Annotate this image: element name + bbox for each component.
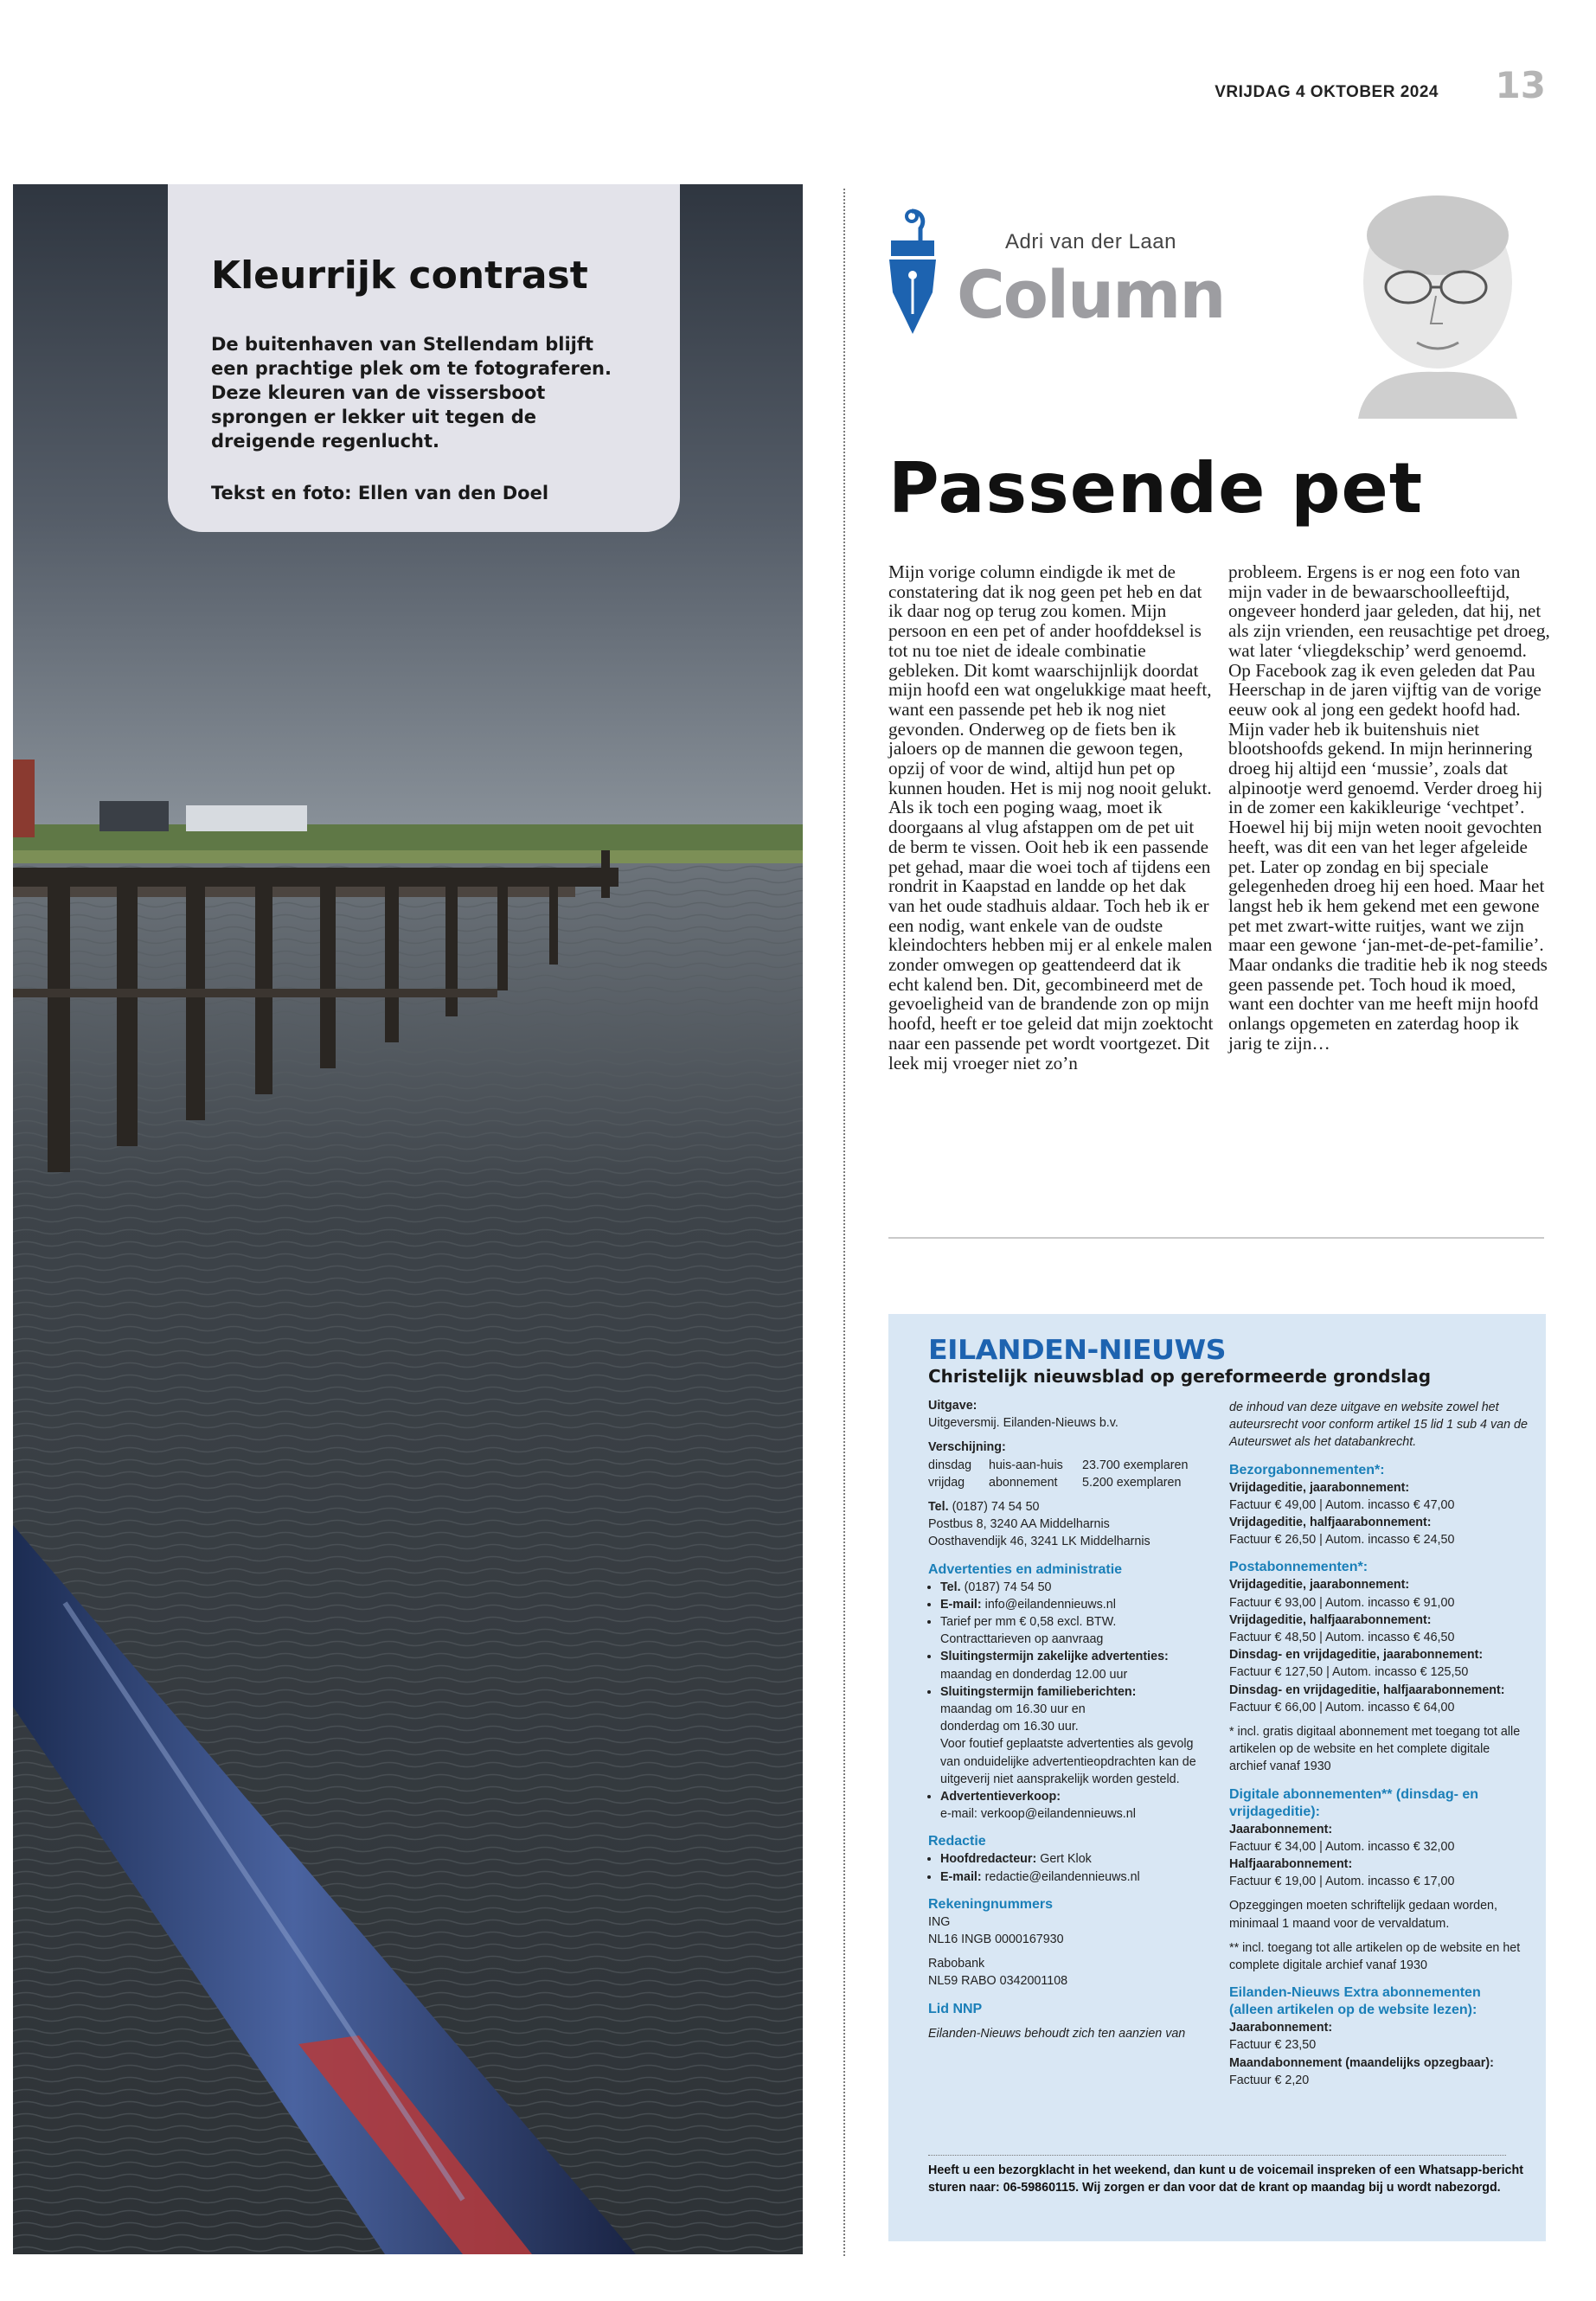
- uitgave-value: Uitgeversmij. Eilanden-Nieuws b.v.: [928, 1416, 1118, 1431]
- dg-j: Factuur € 34,00 | Autom. incasso € 32,00: [1229, 1839, 1455, 1854]
- bz-vj: Factuur € 49,00 | Autom. incasso € 47,00: [1229, 1497, 1455, 1512]
- bank-ing: ING: [928, 1914, 951, 1929]
- red-email-label: E-mail:: [940, 1869, 982, 1884]
- uitgave-label: Uitgave:: [928, 1399, 977, 1413]
- verschijning-label: Verschijning:: [928, 1440, 1006, 1455]
- pt-dvj: Factuur € 127,50 | Autom. incasso € 125,50: [1229, 1665, 1469, 1680]
- post-heading: Postabonnementen*:: [1229, 1560, 1368, 1575]
- ex-j-label: Jaarabonnement:: [1229, 2021, 1333, 2035]
- crane: [13, 760, 35, 837]
- verkoop-label: Advertentieverkoop:: [940, 1790, 1061, 1804]
- ex-j: Factuur € 23,50: [1229, 2038, 1317, 2053]
- adv-list: [928, 1579, 1214, 1823]
- verschijning-type: abonnement: [989, 1475, 1058, 1490]
- sluit-zakelijk: maandag en donderdag 12.00 uur: [940, 1667, 1128, 1682]
- sluit-familie-1: maandag om 16.30 uur en: [940, 1702, 1086, 1717]
- opzeg: Opzeggingen moeten schriftelijk gedaan worden, minimaal 1 maand voor de vervaldatum.: [1229, 1899, 1497, 1931]
- dg-j-label: Jaarabonnement:: [1229, 1822, 1333, 1836]
- column-body-left: Mijn vorige column eindigde ik met de constatering dat ik nog geen pet heb en dat ik daar nog op terug zou komen. Mijn persoon en een pet of ander hoofddeksel is tot nu toe niet de ideale combinatie gebleken. Dit komt waarschijnlijk doordat mijn hoofd een wat ongelukkige maat heeft, want een passende pet heb ik nog niet gevonden. Onderweg op de fiets ben ik jaloers op de mannen die gewoon tegen, opzij of voor de wind, altijd hun pet op kunnen houden. Het is mij nog nooit gelukt. Als ik toch een poging waag, moet ik doorgaans al vlug afstappen om de pet uit de berm te vissen. Ooit heb ik een passende pet gehad, maar die woei toch af tijdens een rondrit in Kaapstad en landde op het dak van het oude stadhuis aldaar. Toch heb ik er een nodig, want enkele van de oudste kleindochters hebben mij er al enkele malen zonder omwegen op geattendeerd dat ik echt kalend ben. Dit, gecombineerd met de gevoeligheid van de brandende zon op mijn hoofd, heeft er toe geleid dat mijn zoektocht naar een passende pet wordt voortgezet. Dit leek mij vroeger niet zo’n: [888, 561, 1214, 1074]
- nnp-heading: Lid NNP: [928, 2001, 983, 2016]
- eilanden-nieuws-logo: [928, 1336, 1226, 1361]
- bz-vj-label: Vrijdageditie, jaarabonnement:: [1229, 1480, 1410, 1495]
- pt-dvj-label: Dinsdag- en vrijdageditie, jaarabonnement:: [1229, 1648, 1484, 1663]
- hoofdred-label: Hoofdredacteur:: [940, 1852, 1037, 1867]
- column-divider: [843, 189, 845, 2256]
- pt-vh-label: Vrijdageditie, halfjaarabonnement:: [1229, 1612, 1432, 1627]
- rights-1: Eilanden-Nieuws behoudt zich ten aanzien van: [928, 2026, 1186, 2041]
- contract: Contracttarieven op aanvraag: [940, 1632, 1104, 1647]
- colophon-footer-note: Heeft u een bezorgklacht in het weekend, dan kunt u de voicemail inspreken of een Whatsapp-bericht sturen naar: 06-59860115. Wij zorgen er dan voor dat de krant op maandag bij u wordt nabezorgd.: [928, 2163, 1523, 2195]
- sluit-zakelijk-label: Sluitingstermijn zakelijke advertenties:: [940, 1650, 1169, 1664]
- postbus: Postbus 8, 3240 AA Middelharnis: [928, 1517, 1110, 1532]
- verschijning-type: huis-aan-huis: [989, 1458, 1063, 1472]
- caption-text: De buitenhaven van Stellendam blijft een prachtige plek om te fotograferen. Deze kleuren van de vissersboot sprongen er lekker uit tegen de dreigende regenlucht.: [211, 334, 612, 452]
- section-rule: [888, 1237, 1544, 1239]
- dg-h: Factuur € 19,00 | Autom. incasso € 17,00: [1229, 1875, 1455, 1889]
- pt-dvh-label: Dinsdag- en vrijdageditie, halfjaarabonnement:: [1229, 1682, 1505, 1697]
- rekening-heading: Rekeningnummers: [928, 1896, 1054, 1912]
- note-star: * incl. gratis digitaal abonnement met toegang tot alle artikelen op de website en het complete digitale archief vanaf 1930: [1229, 1725, 1521, 1774]
- note-2star: ** incl. toegang tot alle artikelen op de website en het complete digitale archief vanaf 1930: [1229, 1940, 1521, 1973]
- ex-m-label: Maandabonnement (maandelijks opzegbaar):: [1229, 2055, 1494, 2070]
- verschijning-day: dinsdag: [928, 1458, 972, 1472]
- colophon-right-column: [1229, 1399, 1528, 2089]
- verschijning-count: 23.700 exemplaren: [1082, 1458, 1189, 1472]
- address: Oosthavendijk 46, 3241 LK Middelharnis: [928, 1535, 1151, 1549]
- edition-date: VRIJDAG 4 OKTOBER 2024: [1215, 83, 1439, 101]
- pt-vj-label: Vrijdageditie, jaarabonnement:: [1229, 1578, 1410, 1593]
- pt-vh: Factuur € 48,50 | Autom. incasso € 46,50: [1229, 1631, 1455, 1645]
- photo-caption-box: [168, 184, 680, 532]
- column-label: Column: [957, 256, 1225, 333]
- verkoop[interactable]: e-mail: verkoop@eilandennieuws.nl: [940, 1807, 1136, 1822]
- column-author: Adri van der Laan: [1005, 230, 1176, 253]
- digi-heading: Digitale abonnementen** (dinsdag- en vrijdageditie):: [1229, 1786, 1479, 1819]
- colophon-left-column: [928, 1397, 1214, 2042]
- pt-vj: Factuur € 93,00 | Autom. incasso € 91,00: [1229, 1595, 1455, 1610]
- adv-email-label: E-mail:: [940, 1597, 982, 1612]
- iban-rabo: NL59 RABO 0342001108: [928, 1974, 1068, 1989]
- sluit-familie-2: donderdag om 16.30 uur.: [940, 1720, 1079, 1734]
- tel-label: Tel.: [928, 1500, 949, 1515]
- redactie-list: [928, 1850, 1214, 1885]
- colophon-dotted-rule: [928, 2155, 1506, 2156]
- red-email[interactable]: redactie@eilandennieuws.nl: [984, 1869, 1140, 1884]
- redactie-heading: Redactie: [928, 1834, 986, 1849]
- column-headline: Passende pet: [888, 448, 1424, 529]
- caption-credit: Tekst en foto: Ellen van den Doel: [211, 483, 549, 503]
- tel-value: (0187) 74 54 50: [952, 1500, 1040, 1515]
- column-body-right: probleem. Ergens is er nog een foto van mijn vader in de bewaarschoolleeftijd, ongeveer honderd jaar geleden, dat hij, net als zijn vrienden, een reusachtige pet droeg, wat later ‘vliegdekschip’ werd genoemd. Op Facebook zag ik even geleden dat Pau Heerschap in de jaren vijftig van de vorige eeuw ook al jong een gedekt hoofd had. Mijn vader heb ik buitenshuis niet blootshoofds gekend. In mijn herinnering droeg hij altijd een ‘mussie’, zoals dat alpinootje werd genoemd. Verder droeg hij in de zomer een kakikleurige ‘vechtpet’. Hoewel hij bij mijn weten nooit gevochten heeft, was dit een van het leger afgeleide pet. Later op zondag en bij speciale gelegenheden droeg hij een hoed. Maar het langst heb ik hem gekend met een gewone pet met zwart-witte ruitjes, want we zijn maar een gewone ‘jan-met-de-pet-familie’. Maar ondanks die traditie heb ik nog steeds geen passende pet. Toch houd ik moed, want een dochter van me heeft mijn hoofd onlangs opgemeten en zaterdag hoop ik jarig te zijn…: [1228, 561, 1550, 1054]
- page-number: 13: [1495, 64, 1546, 106]
- dg-h-label: Halfjaarabonnement:: [1229, 1857, 1353, 1872]
- bezorg-heading: Bezorgabonnementen*:: [1229, 1462, 1385, 1477]
- verschijning-table: [928, 1457, 1214, 1491]
- ex-m: Factuur € 2,20: [1229, 2073, 1310, 2087]
- hoofdred: Gert Klok: [1040, 1852, 1092, 1867]
- rights-2: de inhoud van deze uitgave en website zowel het auteursrecht voor conform artikel 15 lid 1 sub 4 van de Auteurswet als het databankrecht.: [1229, 1400, 1528, 1450]
- bz-vh: Factuur € 26,50 | Autom. incasso € 24,50: [1229, 1533, 1455, 1548]
- extra-heading: Eilanden-Nieuws Extra abonnementen (alleen artikelen op de website lezen):: [1229, 1985, 1481, 2018]
- verschijning-count: 5.200 exemplaren: [1082, 1475, 1182, 1490]
- colophon-box: [888, 1314, 1546, 2241]
- adv-tel: (0187) 74 54 50: [964, 1580, 1052, 1594]
- logo-text: EILANDEN-NIEUWS: [928, 1336, 1226, 1361]
- adv-heading: Advertenties en administratie: [928, 1561, 1123, 1577]
- bz-vh-label: Vrijdageditie, halfjaarabonnement:: [1229, 1516, 1432, 1530]
- bank-rabo: Rabobank: [928, 1957, 985, 1971]
- pt-dvh: Factuur € 66,00 | Autom. incasso € 64,00: [1229, 1700, 1455, 1715]
- colophon-tagline: Christelijk nieuwsblad op gereformeerde grondslag: [928, 1366, 1432, 1387]
- tarief: Tarief per mm € 0,58 excl. BTW.: [940, 1615, 1117, 1630]
- foutief: Voor foutief geplaatste advertenties als gevolg van onduidelijke advertentieopdrachten kan de uitgeverij niet aansprakelijk worden gesteld.: [940, 1737, 1196, 1786]
- fountain-pen-icon: [882, 206, 943, 336]
- adv-email[interactable]: info@eilandennieuws.nl: [984, 1597, 1116, 1612]
- sluit-familie-label: Sluitingstermijn familieberichten:: [940, 1684, 1137, 1699]
- adv-tel-label: Tel.: [940, 1580, 961, 1594]
- iban-ing: NL16 INGB 0000167930: [928, 1932, 1064, 1947]
- author-portrait: [1332, 185, 1531, 419]
- verschijning-day: vrijdag: [928, 1475, 965, 1490]
- caption-title: Kleurrijk contrast: [211, 253, 588, 298]
